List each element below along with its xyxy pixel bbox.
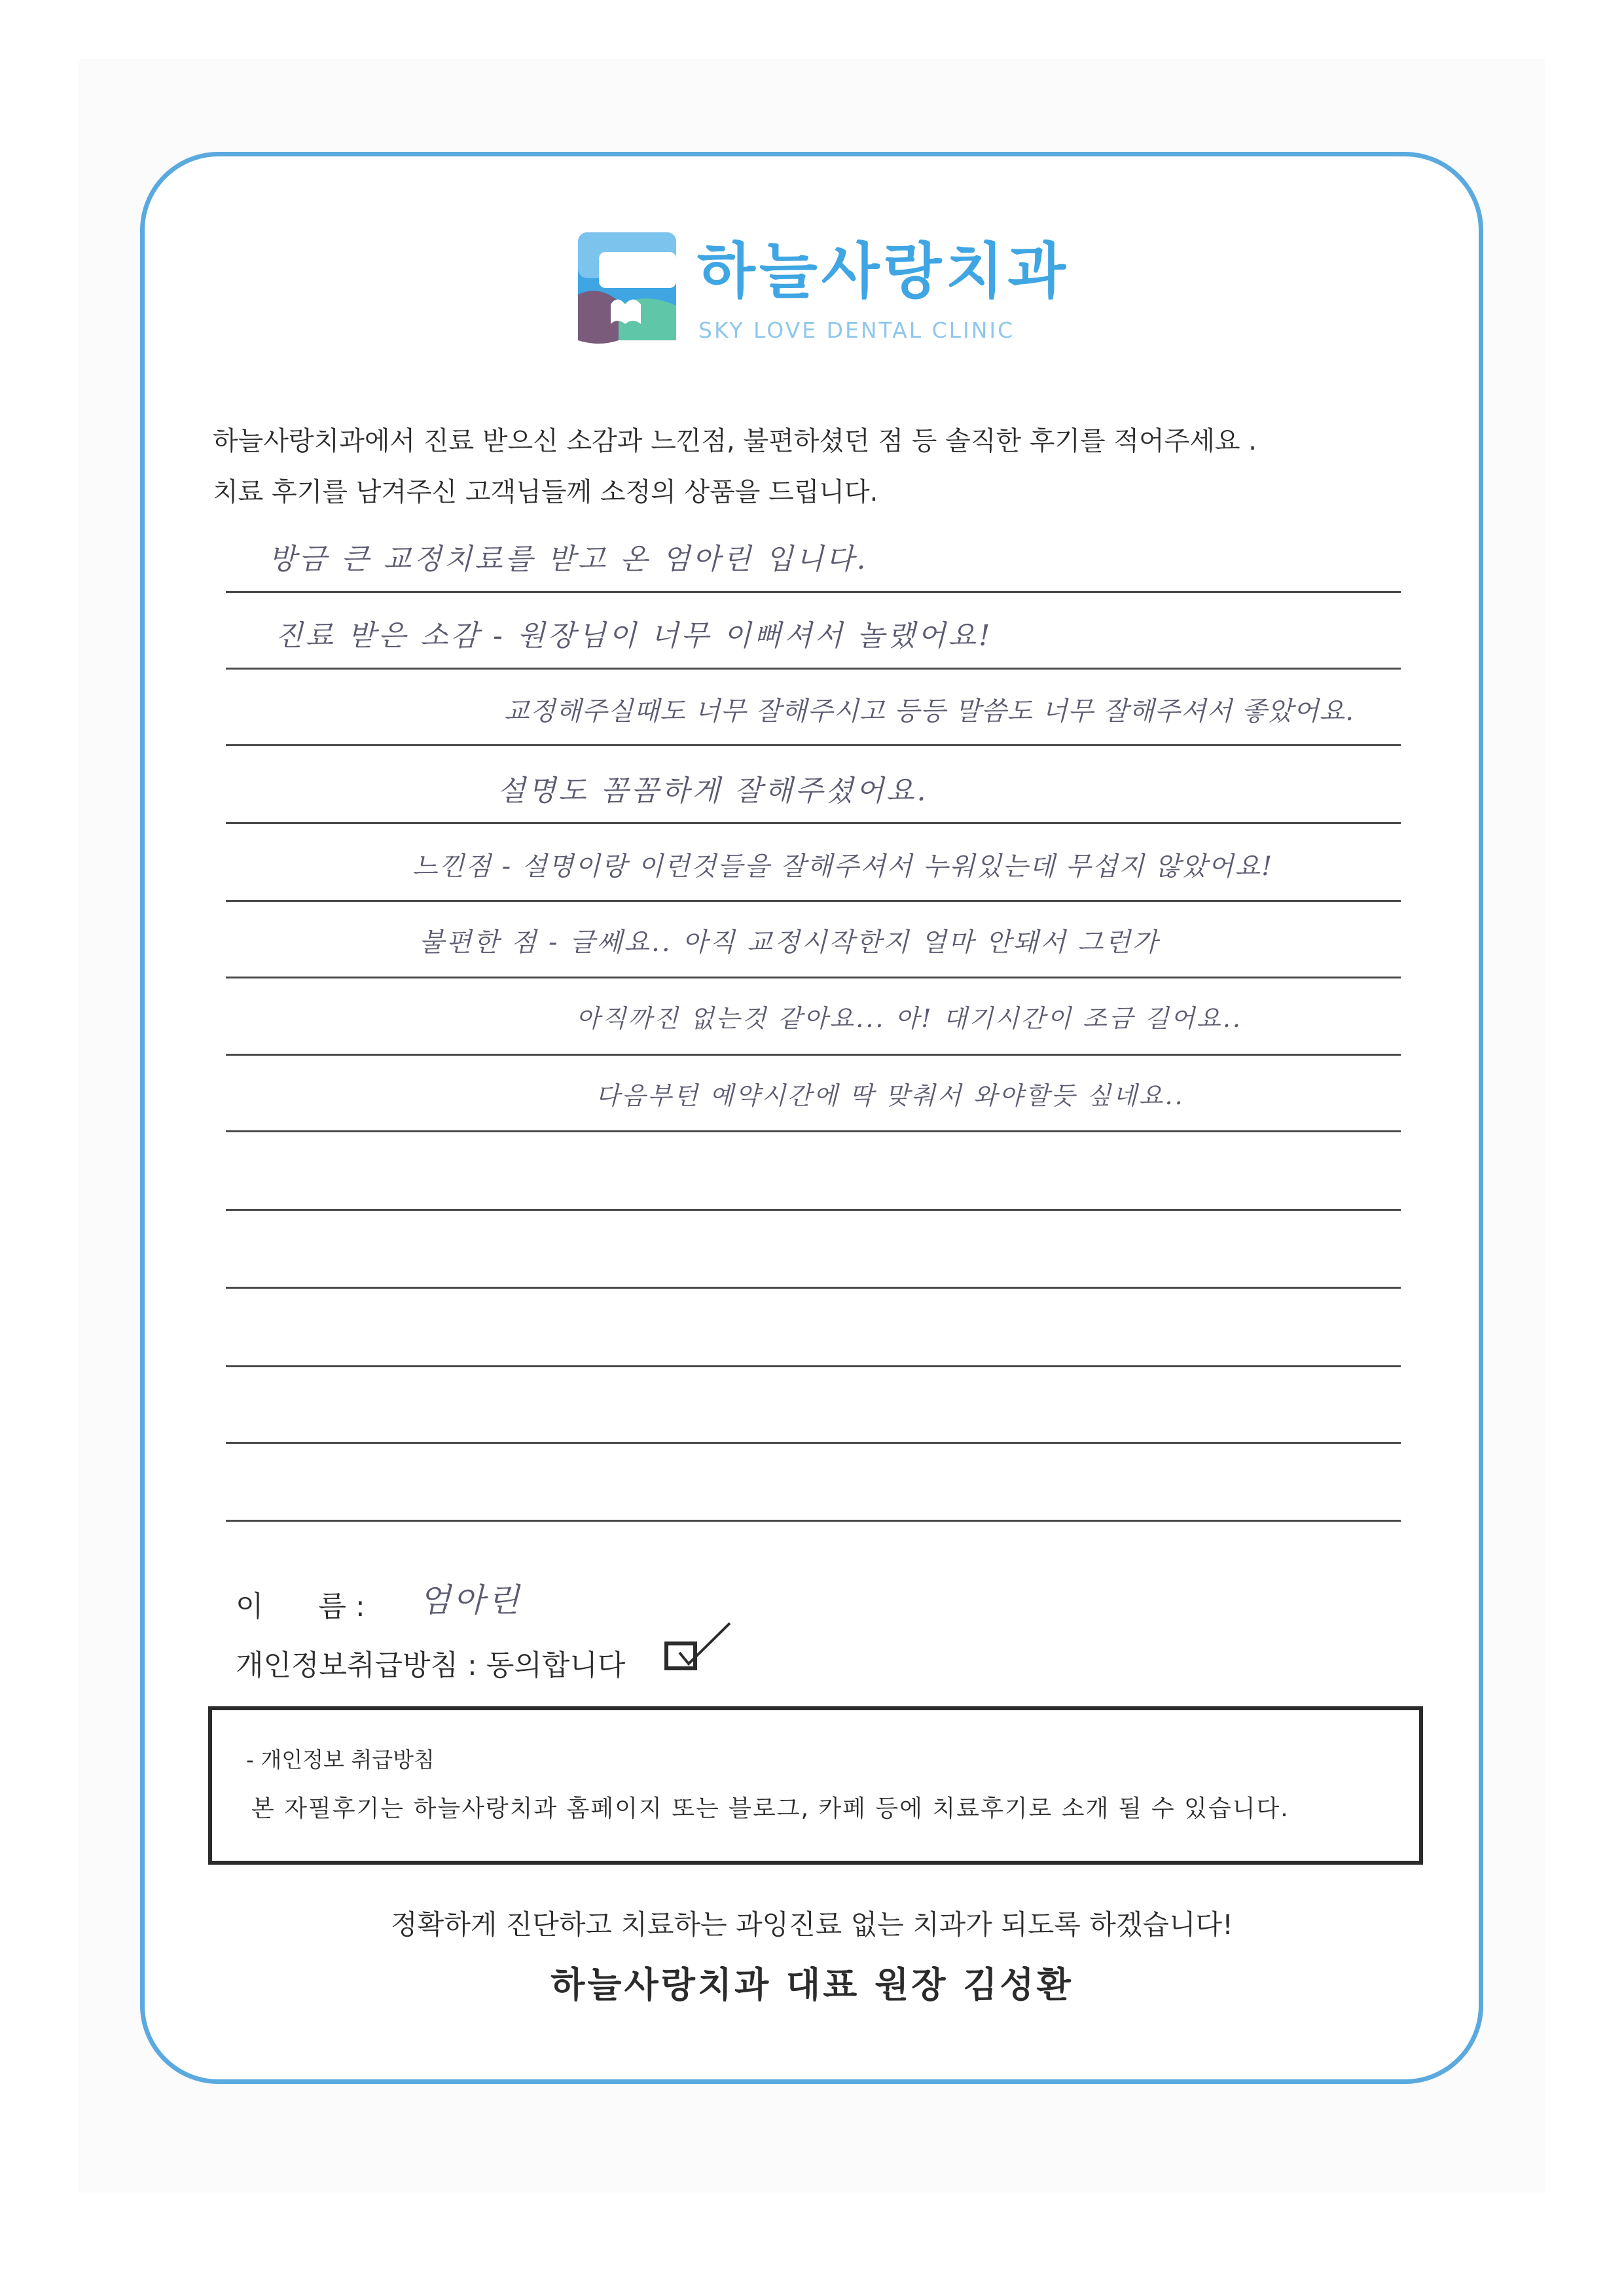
privacy-notice-title: - 개인정보 취급방침 <box>246 1747 435 1772</box>
writing-line <box>226 1130 1401 1132</box>
handwritten-line-2: 진료 받은 소감 - 원장님이 너무 이뻐셔서 놀랬어요! <box>275 619 993 653</box>
clinic-logo <box>573 226 1070 357</box>
handwritten-line-1: 방금 큰 교정치료를 받고 온 엄아린 입니다. <box>268 543 869 576</box>
closing-statement: 정확하게 진단하고 치료하는 과잉진료 없는 치과가 되도록 하겠습니다! <box>391 1909 1233 1941</box>
writing-line <box>226 1520 1401 1522</box>
clinic-name-korean: 하늘사랑치과 <box>697 236 1070 306</box>
writing-line <box>226 1054 1401 1056</box>
handwritten-line-7: 아직까진 없는것 같아요... 아! 대기시간이 조금 길어요.. <box>576 1004 1243 1033</box>
intro-line-1: 하늘사랑치과에서 진료 받으신 소감과 느낀점, 불편하셨던 점 등 솔직한 후기를 적어주세요 . <box>213 426 1257 456</box>
writing-line <box>226 1365 1401 1367</box>
tooth-logo-icon <box>573 232 684 350</box>
handwritten-line-6: 불편한 점 - 글쎄요.. 아직 교정시작한지 얼마 안돼서 그런가 <box>419 927 1160 958</box>
writing-line <box>226 900 1401 902</box>
handwritten-line-5: 느낀점 - 설명이랑 이런것들을 잘해주셔서 누워있는데 무섭지 않았어요! <box>412 852 1274 882</box>
handwritten-line-8: 다음부턴 예약시간에 딱 맞춰서 와야할듯 싶네요.. <box>596 1081 1185 1110</box>
name-value[interactable]: 엄아린 <box>419 1581 522 1619</box>
director-signature: 하늘사랑치과 대표 원장 김성환 <box>550 1964 1074 2005</box>
clinic-name-english: SKY LOVE DENTAL CLINIC <box>698 317 1015 343</box>
writing-line <box>226 1287 1401 1289</box>
privacy-notice-box <box>208 1706 1423 1865</box>
check-mark-icon <box>674 1617 733 1669</box>
writing-line <box>226 668 1401 670</box>
writing-line <box>226 1209 1401 1211</box>
privacy-consent-label: 개인정보취급방침 : 동의합니다 <box>236 1649 626 1682</box>
privacy-notice-body: 본 자필후기는 하늘사랑치과 홈페이지 또는 블로그, 카페 등에 치료후기로 소개 될 수 있습니다. <box>251 1795 1290 1822</box>
writing-line <box>226 822 1401 824</box>
intro-line-2: 치료 후기를 남겨주신 고객님들께 소정의 상품을 드립니다. <box>213 477 878 507</box>
writing-line <box>226 1442 1401 1444</box>
name-label: 이 름 : <box>236 1590 365 1623</box>
writing-line <box>226 591 1401 593</box>
writing-line <box>226 977 1401 978</box>
handwritten-line-4: 설명도 꼼꼼하게 잘해주셨어요. <box>497 774 929 808</box>
writing-line <box>226 744 1401 746</box>
handwritten-line-3: 교정해주실때도 너무 잘해주시고 등등 말씀도 너무 잘해주셔서 좋았어요. <box>504 696 1354 726</box>
